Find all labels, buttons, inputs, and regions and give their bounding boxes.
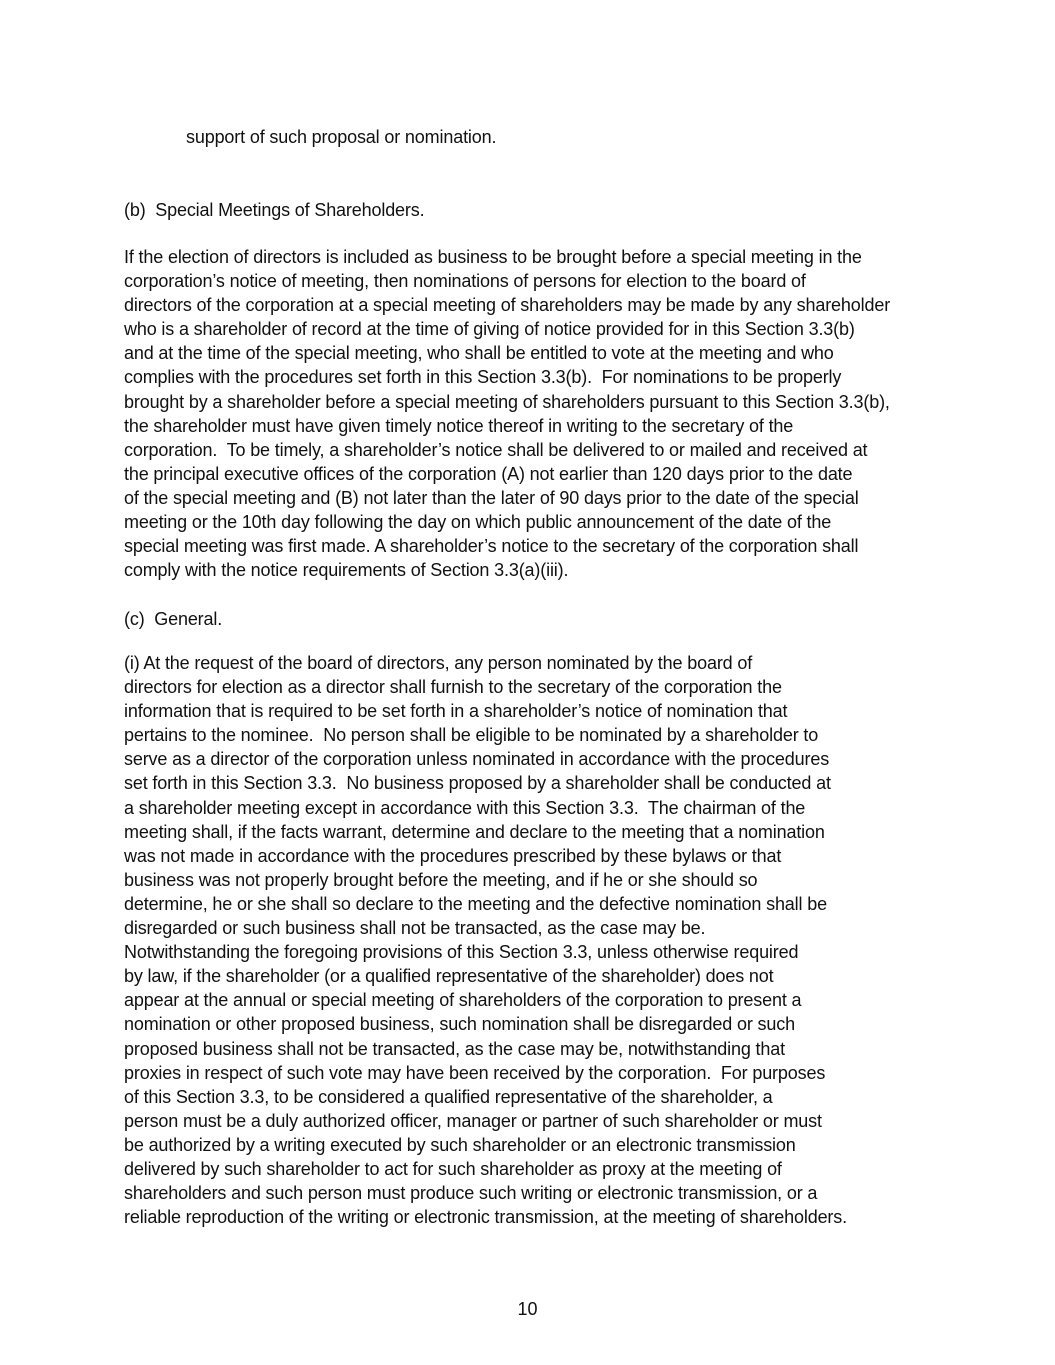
section-b-paragraph: [124, 245, 890, 582]
paragraph-line: by law, if the shareholder (or a qualified representative of the shareholder) does not: [124, 966, 774, 987]
paragraph-line: information that is required to be set forth in a shareholder’s notice of nomination that: [124, 701, 788, 722]
paragraph-line: Notwithstanding the foregoing provisions of this Section 3.3, unless otherwise required: [124, 942, 799, 963]
paragraph-line: a shareholder meeting except in accordance with this Section 3.3. The chairman of the: [124, 797, 806, 818]
paragraph-line: comply with the notice requirements of Section 3.3(a)(iii).: [124, 560, 569, 581]
section-c-paragraph: [124, 651, 847, 1229]
paragraph-line: serve as a director of the corporation unless nominated in accordance with the procedures: [124, 749, 830, 770]
paragraph-line: set forth in this Section 3.3. No business proposed by a shareholder shall be conducted at: [124, 773, 831, 794]
paragraph-line: meeting or the 10th day following the day on which public announcement of the date of the: [124, 512, 832, 533]
paragraph-line: the shareholder must have given timely notice thereof in writing to the secretary of the: [124, 415, 794, 436]
paragraph-line: reliable reproduction of the writing or electronic transmission, at the meeting of shareholders.: [124, 1207, 847, 1228]
paragraph-line: complies with the procedures set forth in this Section 3.3(b). For nominations to be properly: [124, 367, 842, 388]
paragraph-line: shareholders and such person must produce such writing or electronic transmission, or a: [124, 1183, 818, 1204]
paragraph-line: proxies in respect of such vote may have been received by the corporation. For purposes: [124, 1062, 826, 1083]
paragraph-line: of the special meeting and (B) not later than the later of 90 days prior to the date of the special: [124, 487, 859, 508]
paragraph-line: be authorized by a writing executed by such shareholder or an electronic transmission: [124, 1134, 796, 1155]
paragraph-line: If the election of directors is included as business to be brought before a special meeting in the: [124, 247, 862, 267]
paragraph-line: disregarded or such business shall not be transacted, as the case may be.: [124, 918, 706, 939]
paragraph-line: appear at the annual or special meeting of shareholders of the corporation to present a: [124, 990, 802, 1011]
paragraph-line: and at the time of the special meeting, who shall be entitled to vote at the meeting and who: [124, 343, 834, 364]
paragraph-line: nomination or other proposed business, such nomination shall be disregarded or such: [124, 1014, 795, 1035]
paragraph-line: corporation’s notice of meeting, then nominations of persons for election to the board of: [124, 271, 806, 292]
paragraph-line: brought by a shareholder before a special meeting of shareholders pursuant to this Section 3.3(b),: [124, 391, 890, 412]
paragraph-line: person must be a duly authorized officer, manager or partner of such shareholder or must: [124, 1110, 822, 1131]
paragraph-line: special meeting was first made. A shareholder’s notice to the secretary of the corporation shall: [124, 536, 859, 557]
paragraph-line: proposed business shall not be transacted, as the case may be, notwithstanding that: [124, 1038, 785, 1059]
continuation-text: support of such proposal or nomination.: [186, 127, 497, 147]
page-number: 10: [517, 1299, 538, 1319]
paragraph-line: corporation. To be timely, a shareholder’s notice shall be delivered to or mailed and received at: [124, 439, 868, 460]
paragraph-line: (i) At the request of the board of directors, any person nominated by the board of: [124, 653, 753, 673]
paragraph-line: was not made in accordance with the procedures prescribed by these bylaws or that: [124, 845, 782, 866]
paragraph-line: business was not properly brought before the meeting, and if he or she should so: [124, 869, 758, 890]
paragraph-line: meeting shall, if the facts warrant, determine and declare to the meeting that a nomination: [124, 821, 825, 842]
section-c-heading: (c) General.: [124, 609, 223, 629]
paragraph-line: of this Section 3.3, to be considered a qualified representative of the shareholder, a: [124, 1086, 773, 1107]
paragraph-line: determine, he or she shall so declare to the meeting and the defective nomination shall be: [124, 893, 827, 914]
paragraph-line: directors of the corporation at a special meeting of shareholders may be made by any shareholder: [124, 295, 891, 316]
section-b-heading: (b) Special Meetings of Shareholders.: [124, 200, 425, 220]
paragraph-line: delivered by such shareholder to act for such shareholder as proxy at the meeting of: [124, 1158, 782, 1179]
paragraph-line: directors for election as a director shall furnish to the secretary of the corporation the: [124, 677, 782, 698]
paragraph-line: who is a shareholder of record at the time of giving of notice provided for in this Section 3.3(b): [124, 319, 855, 340]
paragraph-line: the principal executive offices of the corporation (A) not earlier than 120 days prior to the date: [124, 463, 853, 484]
paragraph-line: pertains to the nominee. No person shall be eligible to be nominated by a shareholder to: [124, 725, 819, 746]
